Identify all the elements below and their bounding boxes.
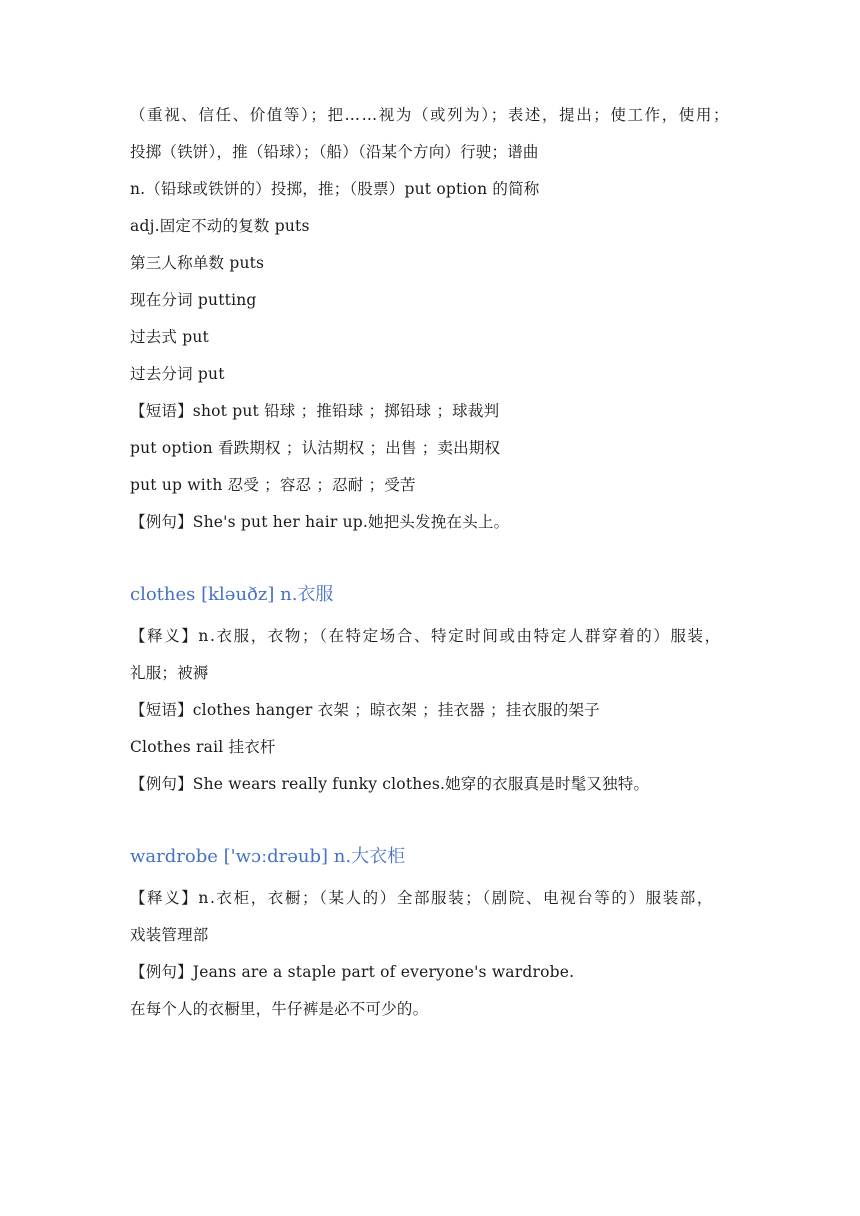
put-phrase-2: put option 看跌期权 ；认沽期权 ；出售 ；卖出期权 bbox=[130, 439, 501, 457]
clothes-phrase-1: 【短语】clothes hanger 衣架 ；晾衣架 ；挂衣器 ；挂衣服的架子 bbox=[130, 701, 600, 719]
wardrobe-example-en: 【例句】Jeans are a staple part of everyone's wardrobe. bbox=[130, 963, 575, 981]
put-definition-line1: （重视、信任、价值等）；把……视为（或列为）；表述，提出；使工作，使用； bbox=[130, 106, 731, 124]
put-past-tense: 过去式 put bbox=[130, 328, 209, 346]
clothes-example: 【例句】She wears really funky clothes.她穿的衣服真是时髦又独特。 bbox=[130, 775, 650, 793]
clothes-phrase-2: Clothes rail 挂衣杆 bbox=[130, 738, 276, 756]
put-phrase-1: 【短语】shot put 铅球 ；推铅球 ；掷铅球 ；球裁判 bbox=[130, 402, 500, 420]
wardrobe-example-zh: 在每个人的衣橱里，牛仔裤是必不可少的。 bbox=[130, 1000, 429, 1018]
wardrobe-definition-line2: 戏装管理部 bbox=[130, 926, 209, 944]
put-noun-line: n.（铅球或铁饼的）投掷，推；（股票）put option 的简称 bbox=[130, 180, 540, 198]
put-present-participle: 现在分词 putting bbox=[130, 291, 257, 309]
put-third-person: 第三人称单数 puts bbox=[130, 254, 265, 272]
put-adj-line: adj.固定不动的复数 puts bbox=[130, 217, 310, 235]
clothes-definition-line1: 【释义】n.衣服，衣物；（在特定场合、特定时间或由特定人群穿着的）服装， bbox=[130, 627, 722, 645]
put-example: 【例句】She's put her hair up.她把头发挽在头上。 bbox=[130, 513, 510, 531]
clothes-definition-line2: 礼服；被褥 bbox=[130, 664, 209, 682]
wardrobe-heading: wardrobe ['wɔːdrəub] n.大衣柜 bbox=[130, 846, 406, 867]
put-definition-line2: 投掷（铁饼），推（铅球）；（船）（沿某个方向）行驶；谱曲 bbox=[130, 143, 539, 161]
put-phrase-3: put up with 忍受 ；容忍 ；忍耐 ；受苦 bbox=[130, 476, 416, 494]
clothes-heading: clothes [kləuðz] n.衣服 bbox=[130, 584, 334, 605]
wardrobe-definition-line1: 【释义】n.衣柜，衣橱；（某人的）全部服装；（剧院、电视台等的）服装部， bbox=[130, 889, 715, 907]
put-past-participle: 过去分词 put bbox=[130, 365, 225, 383]
